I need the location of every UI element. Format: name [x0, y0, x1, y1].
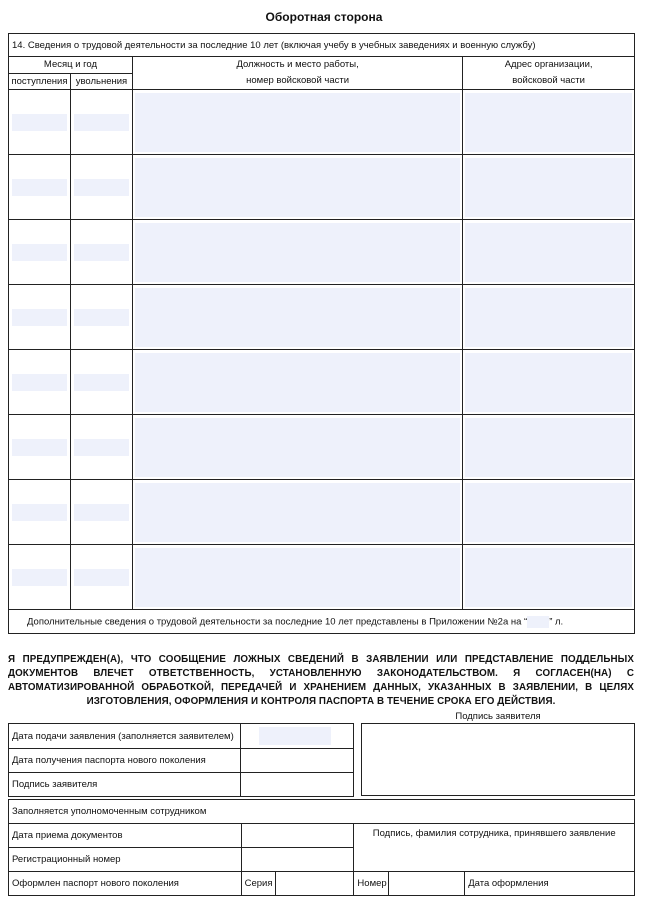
- applicant-table: [8, 723, 354, 797]
- passport-issued-label: Оформлен паспорт нового поколения: [9, 872, 242, 896]
- address-cell: [463, 415, 635, 480]
- date-received-input[interactable]: [241, 749, 354, 773]
- start-date-cell: [9, 415, 71, 480]
- end-date-cell: [70, 285, 132, 350]
- address-cell-input[interactable]: [465, 288, 632, 347]
- end-date-cell-input[interactable]: [74, 244, 129, 261]
- officer-table: [8, 799, 635, 896]
- address-cell: [463, 350, 635, 415]
- reg-number-input[interactable]: [241, 848, 354, 872]
- position-cell: [132, 350, 462, 415]
- end-date-cell: [70, 220, 132, 285]
- issue-date-label: Дата оформления: [465, 872, 635, 896]
- end-date-cell: [70, 90, 132, 155]
- date-submitted-input[interactable]: [259, 727, 331, 745]
- end-date-cell-input[interactable]: [74, 114, 129, 131]
- header-month-year: Месяц и год: [9, 57, 133, 74]
- header-position: [132, 57, 462, 90]
- start-date-cell-input[interactable]: [12, 374, 67, 391]
- legal-warning: Я ПРЕДУПРЕЖДЕН(А), ЧТО СООБЩЕНИЕ ЛОЖНЫХ СВЕДЕНИЙ В ЗАЯВЛЕНИИ ИЛИ ПРЕДСТАВЛЕНИЕ ПОДДЕЛЬНЫХ ДОКУМЕНТОВ ВЛЕЧЕТ ОТВЕТСТВЕННОСТЬ, УСТАНОВЛЕННУЮ ЗАКОНОДАТЕЛЬСТВОМ. Я СОГЛАСЕН(НА) С АВТОМАТИЗИРОВАННОЙ ОБРАБОТКОЙ, ПЕРЕДАЧЕЙ И ХРАНЕНИЕМ ДАННЫХ, УКАЗАННЫХ В ЗАЯВЛЕНИИ, В ЦЕЛЯХ ИЗГОТОВЛЕНИЯ, ОФОРМЛЕНИЯ И КОНТРОЛЯ ПАСПОРТА В ТЕЧЕНИЕ СРОКА ЕГО ДЕЙСТВИЯ.: [8, 654, 634, 707]
- header-address-line1: Адрес организации,: [504, 59, 593, 70]
- position-cell: [132, 415, 462, 480]
- start-date-cell: [9, 480, 71, 545]
- start-date-cell: [9, 285, 71, 350]
- history-row: [9, 220, 635, 285]
- position-cell-input[interactable]: [135, 353, 460, 412]
- start-date-cell-input[interactable]: [12, 309, 67, 326]
- address-cell: [463, 220, 635, 285]
- series-input[interactable]: [275, 872, 354, 896]
- history-row: [9, 350, 635, 415]
- end-date-cell: [70, 350, 132, 415]
- header-position-line2: номер войсковой части: [246, 75, 350, 86]
- date-submitted-label: Дата подачи заявления (заполняется заявителем): [9, 724, 241, 749]
- start-date-cell-input[interactable]: [12, 439, 67, 456]
- position-cell: [132, 90, 462, 155]
- reg-number-label: Регистрационный номер: [9, 848, 242, 872]
- address-cell: [463, 90, 635, 155]
- signature-input[interactable]: [241, 773, 354, 797]
- start-date-cell-input[interactable]: [12, 569, 67, 586]
- start-date-cell-input[interactable]: [12, 179, 67, 196]
- end-date-cell: [70, 155, 132, 220]
- position-cell-input[interactable]: [135, 158, 460, 217]
- history-row: [9, 480, 635, 545]
- start-date-cell: [9, 350, 71, 415]
- history-row: [9, 90, 635, 155]
- section-14-heading: 14. Сведения о трудовой деятельности за последние 10 лет (включая учебу в учебных заведениях и военную службу): [9, 34, 635, 57]
- position-cell: [132, 285, 462, 350]
- number-label: Номер: [354, 872, 389, 896]
- applicant-signature-box[interactable]: [361, 723, 635, 796]
- address-cell: [463, 480, 635, 545]
- additional-info-suffix: ” л.: [549, 616, 564, 628]
- history-row: [9, 545, 635, 610]
- additional-info-text: Дополнительные сведения о трудовой деятельности за последние 10 лет представлены в Приложении №2а на “: [27, 616, 528, 628]
- appendix-pages-input[interactable]: [527, 616, 549, 628]
- officer-signature-caption: Подпись, фамилия сотрудника, принявшего заявление: [372, 828, 616, 839]
- employment-history-table: [8, 33, 635, 634]
- start-date-cell: [9, 220, 71, 285]
- start-date-cell: [9, 155, 71, 220]
- start-date-cell-input[interactable]: [12, 114, 67, 131]
- history-row: [9, 285, 635, 350]
- start-date-cell-input[interactable]: [12, 504, 67, 521]
- position-cell: [132, 480, 462, 545]
- position-cell-input[interactable]: [135, 288, 460, 347]
- position-cell: [132, 545, 462, 610]
- header-position-line1: Должность и место работы,: [236, 59, 359, 70]
- officer-heading: Заполняется уполномоченным сотрудником: [9, 800, 635, 824]
- position-cell-input[interactable]: [135, 483, 460, 542]
- officer-signature-box[interactable]: [354, 824, 635, 872]
- position-cell-input[interactable]: [135, 93, 460, 152]
- end-date-cell-input[interactable]: [74, 179, 129, 196]
- end-date-cell: [70, 545, 132, 610]
- end-date-cell: [70, 415, 132, 480]
- end-date-cell-input[interactable]: [74, 504, 129, 521]
- position-cell-input[interactable]: [135, 223, 460, 282]
- address-cell-input[interactable]: [465, 158, 632, 217]
- position-cell: [132, 220, 462, 285]
- address-cell-input[interactable]: [465, 93, 632, 152]
- page-title: Оборотная сторона: [265, 10, 383, 24]
- signature-label: Подпись заявителя: [9, 773, 241, 797]
- series-label: Серия: [241, 872, 275, 896]
- end-date-cell: [70, 480, 132, 545]
- applicant-signature-caption: Подпись заявителя: [455, 711, 541, 722]
- address-cell-input[interactable]: [465, 548, 632, 607]
- date-accepted-input[interactable]: [241, 824, 354, 848]
- header-address: [463, 57, 635, 90]
- history-row: [9, 415, 635, 480]
- address-cell: [463, 545, 635, 610]
- additional-info-row: [9, 610, 635, 634]
- start-date-cell: [9, 545, 71, 610]
- history-row: [9, 155, 635, 220]
- position-cell-input[interactable]: [135, 548, 460, 607]
- address-cell-input[interactable]: [465, 418, 632, 477]
- address-cell: [463, 155, 635, 220]
- date-submitted-cell: [241, 724, 354, 749]
- end-date-cell-input[interactable]: [74, 374, 129, 391]
- header-start: поступления: [9, 73, 71, 90]
- start-date-cell-input[interactable]: [12, 244, 67, 261]
- address-cell-input[interactable]: [465, 483, 632, 542]
- start-date-cell: [9, 90, 71, 155]
- number-input[interactable]: [389, 872, 465, 896]
- end-date-cell-input[interactable]: [74, 309, 129, 326]
- position-cell: [132, 155, 462, 220]
- end-date-cell-input[interactable]: [74, 569, 129, 586]
- header-address-line2: войсковой части: [512, 75, 585, 86]
- date-received-label: Дата получения паспорта нового поколения: [9, 749, 241, 773]
- date-accepted-label: Дата приема документов: [9, 824, 242, 848]
- end-date-cell-input[interactable]: [74, 439, 129, 456]
- address-cell-input[interactable]: [465, 223, 632, 282]
- address-cell: [463, 285, 635, 350]
- position-cell-input[interactable]: [135, 418, 460, 477]
- address-cell-input[interactable]: [465, 353, 632, 412]
- header-end: увольнения: [70, 73, 132, 90]
